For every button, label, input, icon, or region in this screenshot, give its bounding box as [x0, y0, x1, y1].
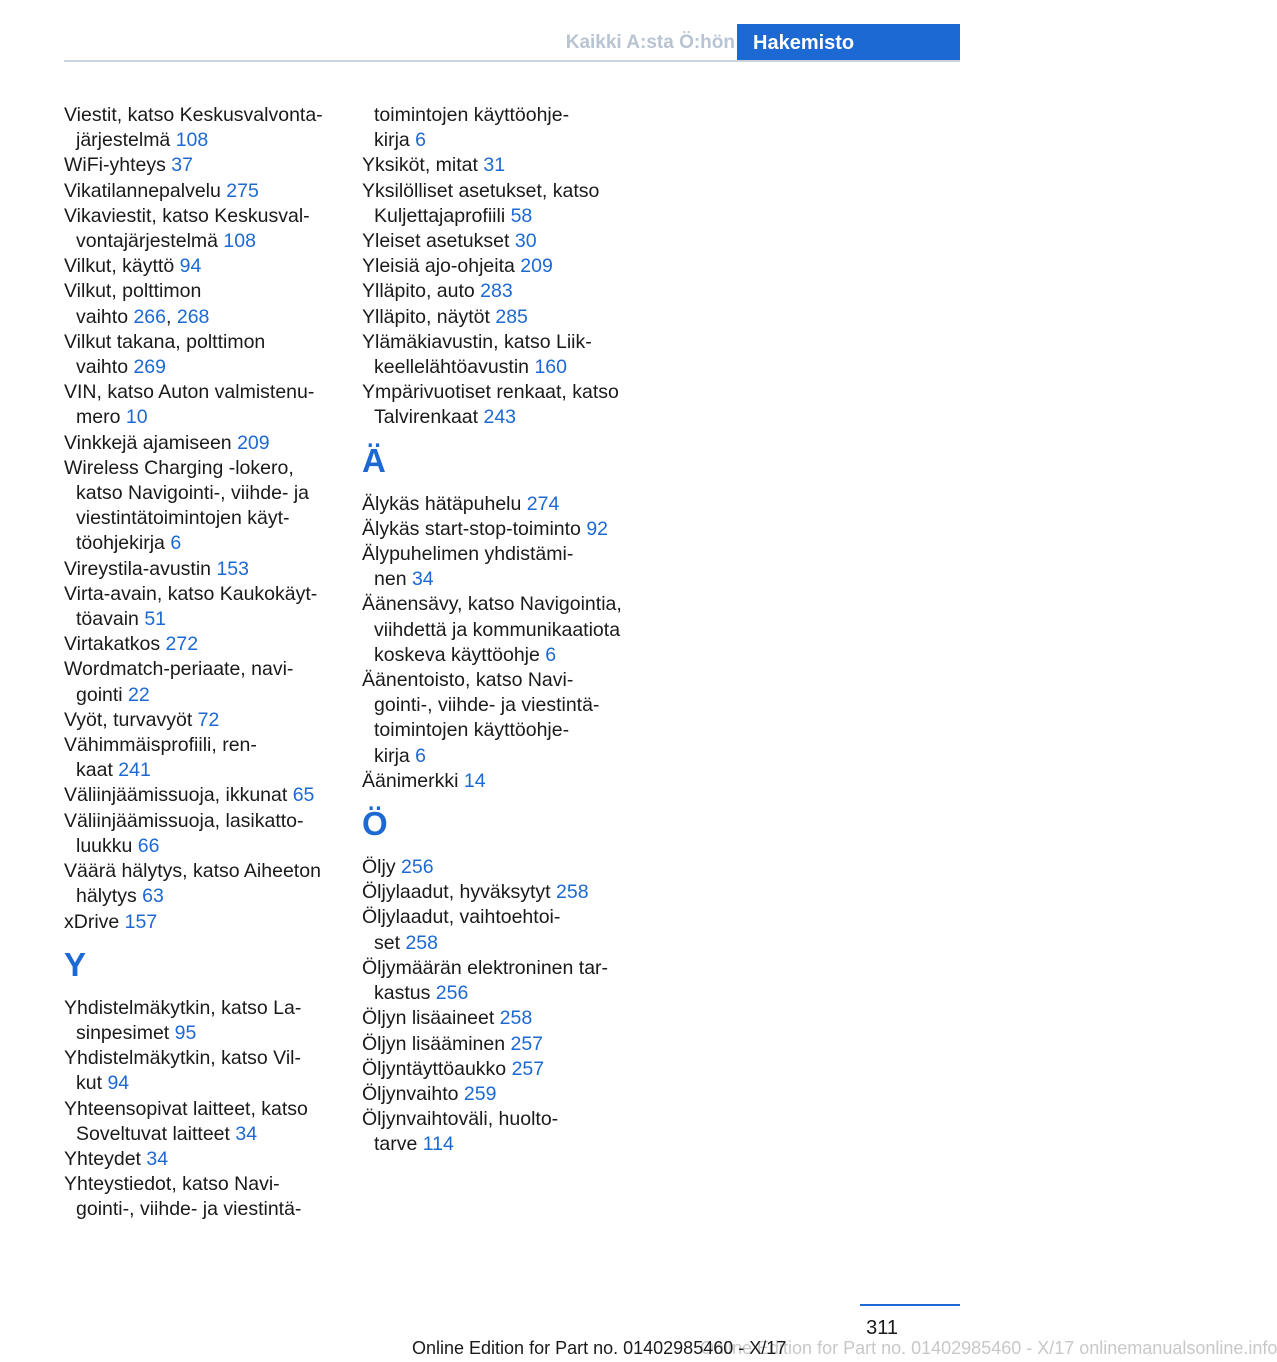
page-reference-link[interactable]: 256: [435, 982, 469, 1005]
page-reference-link[interactable]: 256: [401, 856, 434, 879]
index-entry-text: sinpesimet: [76, 1021, 175, 1044]
index-entry-line: [64, 506, 344, 531]
page-reference-link[interactable]: 30: [514, 230, 537, 253]
index-entry-line: [362, 254, 652, 279]
index-entry-line: [362, 880, 652, 905]
index-entry-line: [64, 128, 344, 153]
index-entry-line: [64, 229, 344, 254]
page-reference-link[interactable]: 108: [223, 230, 256, 253]
index-letter-heading: Ö: [362, 805, 388, 843]
index-entry-line: [362, 981, 652, 1006]
index-entry-line: [64, 758, 344, 783]
index-entry-text: Yleisiä ajo-ohjeita: [362, 255, 521, 278]
index-entry-text: luukku: [76, 834, 138, 857]
page-reference-link[interactable]: 65: [292, 784, 315, 807]
index-entry-line: [64, 884, 344, 909]
index-entry-text: järjestelmä: [76, 129, 176, 152]
index-column-left: [64, 103, 344, 1223]
index-entry-line: [362, 330, 652, 355]
index-entry-line: [362, 905, 652, 930]
index-entry-line: [362, 1032, 652, 1057]
page-reference-link[interactable]: 283: [480, 280, 513, 303]
index-entry-line: [362, 956, 652, 981]
index-letter-heading: Ä: [362, 441, 386, 479]
index-entry-text: xDrive: [64, 910, 125, 933]
index-entry-text: VIN, katso Auton valmistenu-: [64, 381, 315, 404]
index-entry-line: [362, 542, 652, 567]
index-entry-text: WiFi-yhteys: [64, 154, 172, 177]
index-entry-text: Talvirenkaat: [374, 406, 484, 429]
index-entry-line: [64, 1197, 344, 1222]
index-entry-line: [362, 229, 652, 254]
page-reference-link[interactable]: 92: [586, 517, 609, 540]
index-entry-text: kirja: [374, 744, 416, 767]
index-entry-text: Öljynvaihto: [362, 1082, 464, 1105]
page-reference-link[interactable]: 257: [510, 1032, 544, 1055]
index-entry-text: vaihto: [76, 305, 134, 328]
index-entry-text: Yksiköt, mitat: [362, 154, 484, 177]
page-reference-link[interactable]: 22: [128, 683, 150, 706]
page-reference-link[interactable]: 209: [237, 431, 270, 454]
page-reference-link[interactable]: 241: [118, 759, 151, 782]
index-entry-text: set: [374, 931, 406, 954]
page-reference-link[interactable]: 272: [165, 633, 199, 656]
index-entry-text: Yhdistelmäkytkin, katso Vil-: [64, 1047, 301, 1070]
page-reference-link[interactable]: 258: [499, 1007, 533, 1030]
page-reference-separator: ,: [166, 305, 177, 328]
index-column-right: [362, 103, 652, 1158]
index-entry-text: Väliinjäämissuoja, ikkunat: [64, 784, 293, 807]
index-entry-text: Vikaviestit, katso Keskusval-: [64, 204, 310, 227]
index-entry-line: [64, 834, 344, 859]
index-entry-line: [64, 708, 344, 733]
footer-divider: [860, 1304, 960, 1306]
index-entry-text: gointi-, viihde- ja viestintä-: [76, 1198, 302, 1221]
index-entry-line: [362, 1006, 652, 1031]
index-entry-text: viestintätoimintojen käyt-: [76, 507, 290, 530]
page-reference-link[interactable]: 160: [534, 356, 567, 379]
index-entry-line: [64, 683, 344, 708]
page-reference-link[interactable]: 108: [175, 129, 209, 152]
index-entry-line: [64, 179, 344, 204]
index-entry-line: [64, 996, 344, 1021]
page-reference-link[interactable]: 95: [174, 1021, 197, 1044]
header-divider: [64, 60, 960, 62]
page-reference-link[interactable]: 34: [411, 568, 434, 591]
index-entry-text: Öljyntäyttöaukko: [362, 1057, 512, 1080]
index-entry-line: [64, 405, 344, 430]
index-entry-text: mero: [76, 406, 126, 429]
index-entry-line: [362, 492, 652, 517]
index-entry-text: Äänentoisto, katso Navi-: [362, 669, 574, 692]
page-reference-link[interactable]: 157: [124, 910, 158, 933]
index-entry-line: [64, 607, 344, 632]
index-entry-text: Öljyn lisääminen: [362, 1032, 511, 1055]
index-entry-line: [64, 380, 344, 405]
index-entry-line: [362, 1132, 652, 1157]
index-entry-text: koskeva käyttöohje: [374, 643, 546, 666]
index-entry-text: Virtakatkos: [64, 633, 166, 656]
index-entry-text: toimintojen käyttöohje-: [374, 104, 570, 126]
index-entry-line: [362, 744, 652, 769]
page-reference-link[interactable]: 14: [463, 769, 486, 792]
index-entry-line: [362, 618, 652, 643]
index-entry-line: [64, 355, 344, 380]
index-entry-line: [362, 380, 652, 405]
index-entry-text: Ylläpito, näytöt: [362, 305, 496, 328]
index-entry-line: [362, 279, 652, 304]
index-entry-line: [362, 103, 652, 128]
index-entry-line: [64, 481, 344, 506]
page-reference-link[interactable]: 257: [511, 1057, 545, 1080]
index-entry-text: Ylämäkiavustin, katso Liik-: [362, 330, 592, 353]
page-reference-link[interactable]: 66: [137, 834, 160, 857]
index-entry-text: Soveltuvat laitteet: [76, 1122, 236, 1145]
page-reference-link[interactable]: 153: [216, 557, 249, 580]
index-entry-text: Väärä hälytys, katso Aiheeton: [64, 860, 321, 883]
index-entry-text: Ylläpito, auto: [362, 280, 481, 303]
watermark: Online Edition for Part no. 01402985460 - X/17 onlinemanualsonline.info: [700, 1338, 1277, 1358]
index-entry-line: [64, 809, 344, 834]
page-reference-link[interactable]: 209: [520, 255, 553, 278]
index-entry-text: Äänimerkki: [362, 769, 464, 792]
index-entry-line: [64, 1122, 344, 1147]
page-reference-link[interactable]: 94: [179, 255, 202, 278]
page-reference-link[interactable]: 285: [495, 305, 528, 328]
page-reference-link[interactable]: 58: [510, 204, 533, 227]
index-entry-line: [362, 1082, 652, 1107]
index-entry-text: Älykäs hätäpuhelu: [362, 492, 527, 515]
index-entry-text: töohjekirja: [76, 532, 171, 555]
index-entry-text: Vireystila-avustin: [64, 557, 217, 580]
index-entry-line: [64, 1147, 344, 1172]
page-reference-link[interactable]: 72: [197, 708, 220, 731]
index-entry-text: Öljylaadut, vaihtoehtoi-: [362, 906, 561, 929]
index-entry-line: [64, 632, 344, 657]
page-reference-link[interactable]: 94: [107, 1072, 130, 1095]
index-entry-line: [362, 668, 652, 693]
index-entry-text: Viestit, katso Keskusvalvonta-: [64, 104, 323, 126]
index-entry-text: Vikatilannepalvelu: [64, 179, 227, 202]
index-entry-line: [64, 859, 344, 884]
index-entry-text: Öljynvaihtoväli, huolto-: [362, 1108, 559, 1131]
index-entry-text: nen: [374, 568, 412, 591]
index-entry-line: [64, 1021, 344, 1046]
index-entry-line: [362, 204, 652, 229]
index-entry-text: tarve: [374, 1133, 423, 1156]
index-entry-line: [64, 330, 344, 355]
index-entry-text: Wireless Charging -lokero,: [64, 456, 294, 479]
page-reference-link[interactable]: 243: [483, 406, 517, 429]
header-section-title: Kaikki A:sta Ö:hön: [565, 32, 735, 53]
index-entry-line: [362, 405, 652, 430]
index-entry-text: hälytys: [76, 885, 143, 908]
page-reference-link[interactable]: 6: [415, 744, 427, 767]
index-entry-text: kirja: [374, 129, 416, 152]
index-entry-text: töavain: [76, 608, 145, 631]
index-entry-text: Äänensävy, katso Navigointia,: [362, 593, 622, 616]
index-entry-text: katso Navigointi-, viihde- ja: [76, 482, 310, 505]
index-entry-text: Öljylaadut, hyväksytyt: [362, 881, 556, 904]
index-entry-text: Vyöt, turvavyöt: [64, 708, 198, 731]
index-entry-line: [64, 657, 344, 682]
page-reference-link[interactable]: 274: [526, 492, 560, 515]
page-reference-link[interactable]: 63: [142, 885, 164, 908]
index-entry-text: toimintojen käyttöohje-: [374, 719, 570, 742]
index-entry-line: [64, 431, 344, 456]
index-entry-text: Yleiset asetukset: [362, 230, 515, 253]
index-entry-text: Älykäs start-stop-toiminto: [362, 517, 587, 540]
index-entry-line: [362, 769, 652, 794]
index-entry-line: [362, 592, 652, 617]
index-entry-text: Öljy: [362, 856, 401, 879]
index-entry-text: Virta-avain, katso Kaukokäyt-: [64, 582, 318, 605]
page-reference-link[interactable]: 268: [176, 305, 210, 328]
index-entry-text: keellelähtöavustin: [374, 356, 535, 379]
index-entry-line: [362, 718, 652, 743]
index-entry-text: Vilkut, käyttö: [64, 255, 180, 278]
index-entry-text: Vähimmäisprofiili, ren-: [64, 734, 257, 757]
index-entry-line: [362, 693, 652, 718]
page-reference-link[interactable]: 269: [133, 356, 166, 379]
index-entry-text: kut: [76, 1072, 108, 1095]
index-entry-text: Yhteensopivat laitteet, katso: [64, 1097, 308, 1120]
index-entry-line: [362, 931, 652, 956]
index-entry-text: vaihto: [76, 356, 134, 379]
index-entry-text: Yhteydet: [64, 1147, 147, 1170]
page-reference-link[interactable]: 258: [405, 931, 438, 954]
index-entry-line: [64, 153, 344, 178]
index-entry-line: [64, 531, 344, 556]
index-entry-text: viihdettä ja kommunikaatiota: [374, 618, 621, 641]
index-entry-text: Kuljettajaprofiili: [374, 204, 511, 227]
index-entry-text: Yhteystiedot, katso Navi-: [64, 1173, 280, 1196]
index-entry-line: [64, 733, 344, 758]
index-entry-line: [362, 1057, 652, 1082]
page-reference-link[interactable]: 6: [545, 643, 557, 666]
index-letter-heading: Y: [64, 945, 87, 983]
index-entry-line: [64, 305, 344, 330]
index-entry-line: [64, 279, 344, 304]
index-entry-text: Vilkut takana, polttimon: [64, 330, 266, 353]
index-entry-text: gointi: [76, 683, 129, 706]
index-entry-line: [64, 1046, 344, 1071]
index-entry-line: [362, 128, 652, 153]
index-entry-text: Väliinjäämissuoja, lasikatto-: [64, 809, 304, 832]
index-entry-text: kastus: [374, 982, 436, 1005]
page-reference-link[interactable]: 275: [226, 179, 259, 202]
page-reference-link[interactable]: 34: [235, 1122, 258, 1145]
page-reference-link[interactable]: 6: [415, 129, 427, 152]
page-reference-link[interactable]: 10: [125, 406, 148, 429]
index-entry-line: [362, 855, 652, 880]
index-entry-line: [64, 254, 344, 279]
index-entry-line: [64, 1097, 344, 1122]
index-entry-line: [64, 1071, 344, 1096]
page-reference-link[interactable]: 51: [144, 608, 167, 631]
index-entry-text: Öljyn lisäaineet: [362, 1007, 500, 1030]
index-entry-text: Älypuhelimen yhdistämi-: [362, 543, 574, 566]
index-entry-text: Öljymäärän elektroninen tar-: [362, 956, 609, 979]
page-reference-link[interactable]: 114: [422, 1133, 454, 1156]
index-entry-line: [362, 567, 652, 592]
header-tab-index: Hakemisto: [737, 24, 960, 62]
index-entry-text: gointi-, viihde- ja viestintä-: [374, 694, 600, 717]
page-reference-link[interactable]: 31: [483, 154, 506, 177]
index-entry-line: [64, 582, 344, 607]
page-reference-link[interactable]: 266: [133, 305, 166, 328]
index-entry-line: [64, 204, 344, 229]
index-entry-line: [64, 910, 344, 935]
index-entry-line: [362, 179, 652, 204]
index-entry-line: [362, 1107, 652, 1132]
index-entry-text: Ympärivuotiset renkaat, katso: [362, 381, 619, 404]
index-entry-text: Yhdistelmäkytkin, katso La-: [64, 996, 302, 1019]
index-entry-text: vontajärjestelmä: [76, 230, 224, 253]
page-reference-link[interactable]: 37: [171, 154, 193, 177]
page-reference-link[interactable]: 6: [170, 532, 182, 555]
index-entry-text: Wordmatch-periaate, navi-: [64, 658, 294, 681]
page-number: 311: [866, 1317, 898, 1339]
index-entry-line: [362, 153, 652, 178]
index-entry-text: Vinkkejä ajamiseen: [64, 431, 238, 454]
page-reference-link[interactable]: 259: [463, 1082, 497, 1105]
page-reference-link[interactable]: 34: [146, 1147, 169, 1170]
index-entry-text: kaat: [76, 759, 119, 782]
index-entry-line: [362, 305, 652, 330]
page-reference-link[interactable]: 258: [556, 881, 589, 904]
index-entry-line: [362, 355, 652, 380]
index-entry-text: Vilkut, polttimon: [64, 280, 202, 303]
index-entry-text: Yksilölliset asetukset, katso: [362, 179, 600, 202]
index-entry-line: [362, 643, 652, 668]
index-entry-line: [64, 456, 344, 481]
edition-note: Online Edition for Part no. 01402985460 - X/17: [412, 1338, 787, 1358]
index-entry-line: [64, 1172, 344, 1197]
index-entry-line: [64, 103, 344, 128]
index-entry-line: [64, 783, 344, 808]
index-entry-line: [362, 517, 652, 542]
index-entry-line: [64, 557, 344, 582]
